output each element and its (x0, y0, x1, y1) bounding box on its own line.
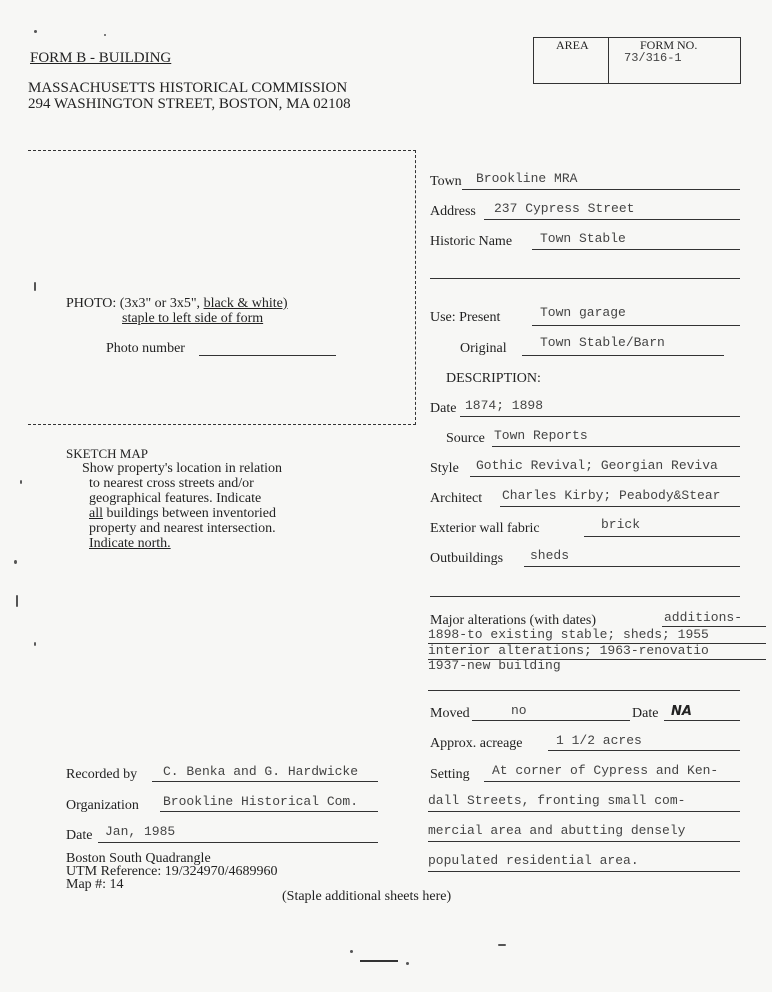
acreage-value[interactable]: 1 1/2 acres (556, 733, 642, 748)
sketch-line4-rest: buildings between inventoried (103, 506, 277, 521)
moved-line (472, 720, 630, 721)
sketch-line3: geographical features. Indicate (89, 491, 262, 506)
scan-speck (34, 282, 36, 291)
setting-rule4 (428, 871, 740, 872)
photo-box-bottom (28, 424, 416, 425)
date-line (460, 416, 740, 417)
town-line (462, 189, 740, 190)
source-line (492, 446, 740, 447)
scan-speck (104, 34, 106, 36)
scan-speck (16, 595, 18, 607)
form-no-label: FORM NO. (640, 38, 698, 52)
acreage-line (548, 750, 740, 751)
recorded-date-value[interactable]: Jan, 1985 (105, 824, 176, 839)
outbuildings-extra-line (430, 596, 740, 597)
architect-value[interactable]: Charles Kirby; Peabody&Stear (502, 488, 721, 503)
sketch-line6: Indicate north. (89, 536, 171, 551)
sketch-line1: Show property's location in relation (82, 461, 283, 476)
original-line (522, 355, 724, 356)
use-present-value[interactable]: Town garage (540, 305, 626, 320)
photo-number-label: Photo number (106, 341, 185, 356)
commission-name: MASSACHUSETTS HISTORICAL COMMISSION (28, 80, 348, 96)
use-present-line (532, 325, 740, 326)
recorded-date-label: Date (66, 828, 93, 843)
sketch-line2: to nearest cross streets and/or (89, 476, 254, 491)
setting-line4[interactable]: populated residential area. (428, 853, 639, 868)
outbuildings-label: Outbuildings (430, 551, 504, 566)
alterations-label: Major alterations (with dates) (430, 613, 597, 628)
area-divider (608, 37, 609, 83)
date-value[interactable]: 1874; 1898 (465, 398, 544, 413)
footer-note: (Staple additional sheets here) (282, 889, 452, 904)
scan-speck (406, 962, 409, 965)
photo-box-top (28, 150, 416, 151)
photo-box-right (415, 150, 416, 425)
commission-address: 294 WASHINGTON STREET, BOSTON, MA 02108 (28, 96, 351, 112)
quadrangle-reference: Boston South Quadrangle (66, 851, 211, 866)
recorded-by-label: Recorded by (66, 767, 138, 782)
scan-speck (34, 642, 36, 646)
sketch-title: SKETCH MAP (66, 446, 148, 461)
photo-instruction-line1 (66, 296, 288, 312)
utm-reference: UTM Reference: 19/324970/4689960 (66, 864, 278, 879)
historic-name-value[interactable]: Town Stable (540, 231, 626, 246)
moved-value[interactable]: no (511, 703, 527, 718)
organization-line (160, 811, 378, 812)
moved-date-line (664, 720, 740, 721)
alterations-line3[interactable]: interior alterations; 1963-renovatio (428, 643, 709, 658)
source-label: Source (446, 431, 485, 446)
wall-fabric-line (584, 536, 740, 537)
style-label: Style (430, 461, 459, 476)
source-value[interactable]: Town Reports (494, 428, 588, 443)
scan-speck (350, 950, 353, 953)
style-value[interactable]: Gothic Revival; Georgian Reviva (476, 458, 718, 473)
use-present-label: Use: Present (430, 310, 501, 325)
setting-rule3 (428, 841, 740, 842)
description-label: DESCRIPTION: (446, 371, 541, 386)
moved-label: Moved (430, 706, 470, 721)
alterations-line1[interactable]: additions- (664, 610, 743, 625)
original-label: Original (460, 341, 507, 356)
organization-label: Organization (66, 798, 139, 813)
scan-speck (34, 30, 37, 33)
sketch-line4 (89, 506, 276, 522)
setting-label: Setting (430, 767, 470, 782)
photo-instruction-prefix: PHOTO: (3x3" or 3x5", (66, 296, 204, 311)
wall-fabric-value[interactable]: brick (601, 517, 641, 532)
setting-line2[interactable]: dall Streets, fronting small com- (428, 793, 686, 808)
scan-mark (360, 960, 398, 962)
acreage-label: Approx. acreage (430, 736, 523, 751)
alterations-rule4 (428, 690, 740, 691)
setting-rule1 (484, 781, 740, 782)
town-value[interactable]: Brookline MRA (476, 171, 578, 186)
historic-name-label: Historic Name (430, 234, 513, 249)
recorded-by-line (152, 781, 378, 782)
town-label: Town (430, 174, 462, 189)
scan-speck (14, 560, 17, 564)
scan-speck (498, 944, 506, 946)
address-value[interactable]: 237 Cypress Street (494, 201, 635, 216)
sketch-line5: property and nearest intersection. (89, 521, 276, 536)
alterations-line4[interactable]: 1937-new building (428, 658, 561, 673)
outbuildings-value[interactable]: sheds (530, 548, 570, 563)
form-title: FORM B - BUILDING (30, 50, 172, 66)
outbuildings-line (524, 566, 740, 567)
address-line (484, 219, 740, 220)
setting-line3[interactable]: mercial area and abutting densely (428, 823, 686, 838)
scan-speck (20, 480, 22, 484)
recorded-date-line (98, 842, 378, 843)
historic-name-line (532, 249, 740, 250)
area-label: AREA (556, 38, 589, 52)
sketch-line4-emph: all (89, 506, 103, 521)
setting-rule2 (428, 811, 740, 812)
style-line (470, 476, 740, 477)
organization-value[interactable]: Brookline Historical Com. (163, 794, 359, 809)
wall-fabric-label: Exterior wall fabric (430, 521, 540, 536)
date-label: Date (430, 401, 457, 416)
original-value[interactable]: Town Stable/Barn (540, 335, 665, 350)
moved-date-value[interactable]: NA (671, 704, 692, 719)
recorded-by-value[interactable]: C. Benka and G. Hardwicke (163, 764, 359, 779)
architect-line (500, 506, 740, 507)
historic-name-extra-line (430, 278, 740, 279)
architect-label: Architect (430, 491, 483, 506)
photo-instruction-emph: black & white) (203, 296, 288, 311)
photo-number-line[interactable] (199, 355, 336, 356)
map-number: Map #: 14 (66, 877, 124, 892)
form-no-value: 73/316-1 (624, 51, 682, 65)
address-label: Address (430, 204, 476, 219)
moved-date-label: Date (632, 706, 659, 721)
alterations-line2[interactable]: 1898-to existing stable; sheds; 1955 (428, 627, 709, 642)
photo-instruction-line2: staple to left side of form (122, 311, 264, 326)
setting-line1[interactable]: At corner of Cypress and Ken- (492, 763, 719, 778)
